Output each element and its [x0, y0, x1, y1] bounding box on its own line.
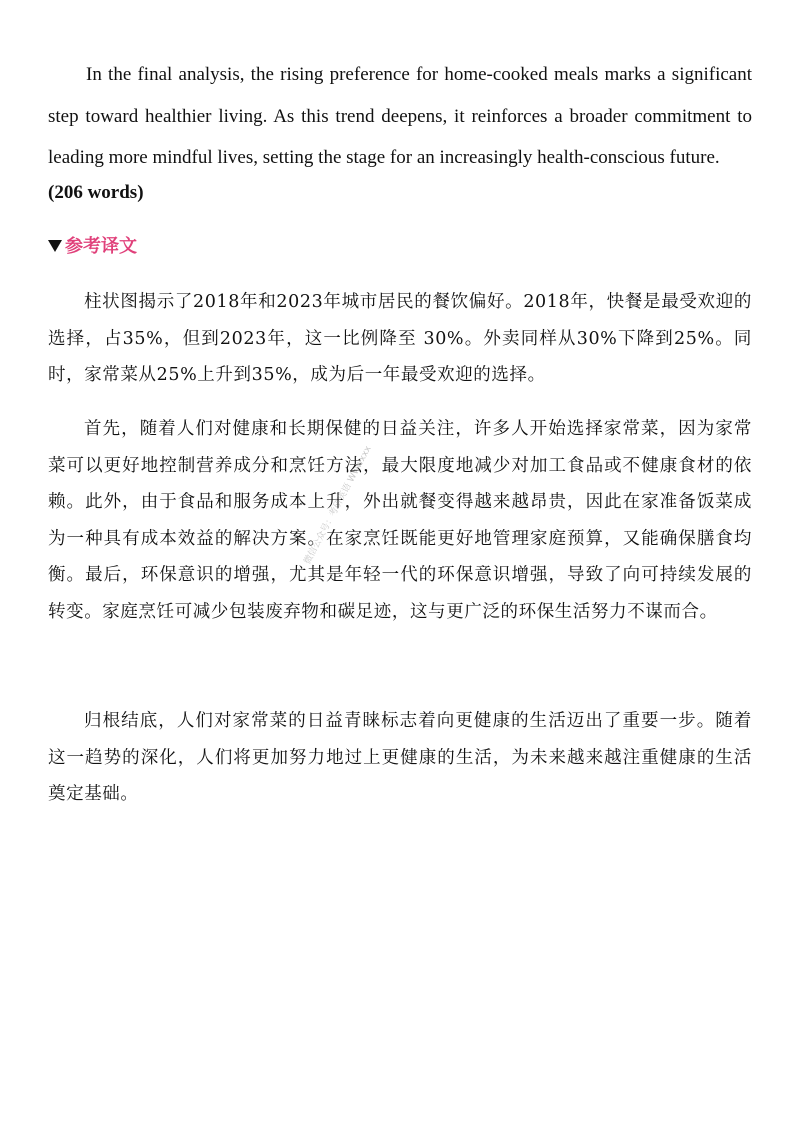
translation-paragraph-block: [48, 284, 752, 394]
english-conclusion-paragraph: In the final analysis, the rising preference for home-cooked meals marks a significant step toward healthier living. As this trend deepens, it reinforces a broader commitment to leading more mindful lives, setting the stage for an increasingly health-conscious future.: [48, 64, 752, 168]
translation-paragraph-block: [48, 411, 752, 630]
triangle-down-icon: [48, 240, 62, 252]
reference-translation-heading-text: 参考译文: [65, 236, 137, 257]
translation-paragraph-block: [48, 703, 752, 813]
translation-paragraph-3: 归根结底，人们对家常菜的日益青睐标志着向更健康的生活迈出了重要一步。随着这一趋势的深化，人们将更加努力地过上更健康的生活，为未来越来越注重健康的生活奠定基础。: [48, 711, 752, 804]
reference-translation-heading: [48, 232, 137, 258]
word-count-label: (206 words): [48, 182, 144, 203]
translation-paragraph-1: 柱状图揭示了2018年和2023年城市居民的餐饮偏好。2018年，快餐是最受欢迎的选择，占35%，但到2023年，这一比例降至 30%。外卖同样从30%下降到25%。同时，家常菜从25%上升到35%，成为后一年最受欢迎的选择。: [48, 292, 752, 385]
watermark-text: 微信公众号：考研英语 Wwwxxx: [302, 444, 374, 567]
translation-paragraph-2: 首先，随着人们对健康和长期保健的日益关注，许多人开始选择家常菜，因为家常菜可以更好地控制营养成分和烹饪方法，最大限度地减少对加工食品或不健康食材的依赖。此外，由于食品和服务成本上升，外出就餐变得越来越昂贵，因此在家准备饭菜成为一种具有成本效益的解决方案。在家烹饪既能更好地管理家庭预算，又能确保膳食均衡。最后，环保意识的增强，尤其是年轻一代的环保意识增强，导致了向可持续发展的转变。家庭烹饪可减少包装废弃物和碳足迹，这与更广泛的环保生活努力不谋而合。: [48, 419, 752, 622]
